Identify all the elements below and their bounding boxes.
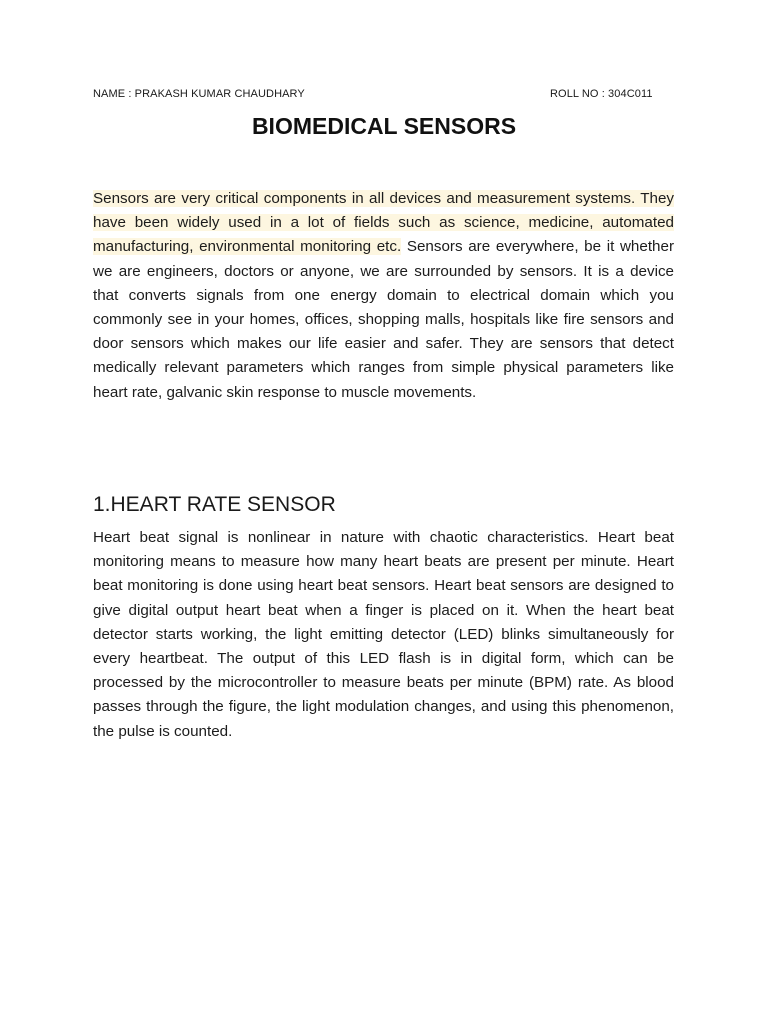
roll-number: ROLL NO : 304C011 [550,88,653,100]
intro-text: Sensors are everywhere, be it whether we are engineers, doctors or anyone, we are surrounded by sensors. It is a device that converts signals from one energy domain to electrical domain which you commonly see in your homes, offices, shopping malls, hospitals like fire sensors and door sensors which makes our life easier and safer. They are sensors that detect medically relevant parameters which ranges from simple physical parameters like heart rate, galvanic skin response to muscle movements. [93,238,674,401]
document-title: BIOMEDICAL SENSORS [251,113,517,139]
section-heading-heart-rate: 1.HEART RATE SENSOR [93,493,336,516]
intro-paragraph [93,187,674,405]
highlighted-text: Sensors are very critical components in all devices and measurement systems. They have been widely used in a lot of fields such as science, medicine, automated manufacturing, environmental monitoring etc. [93,190,674,256]
student-name: NAME : PRAKASH KUMAR CHAUDHARY [93,88,305,100]
heart-rate-paragraph: Heart beat signal is nonlinear in nature with chaotic characteristics. Heart beat monitoring means to measure how many heart beats are present per minute. Heart beat monitoring is done using heart beat sensors. Heart beat sensors are designed to give digital output heart beat when a finger is placed on it. When the heart beat detector starts working, the light emitting detector (LED) blinks simultaneously for every heartbeat. The output of this LED flash is in digital form, which can be processed by the microcontroller to measure beats per minute (BPM) rate. As blood passes through the figure, the light modulation changes, and using this phenomenon, the pulse is counted. [93,529,674,740]
